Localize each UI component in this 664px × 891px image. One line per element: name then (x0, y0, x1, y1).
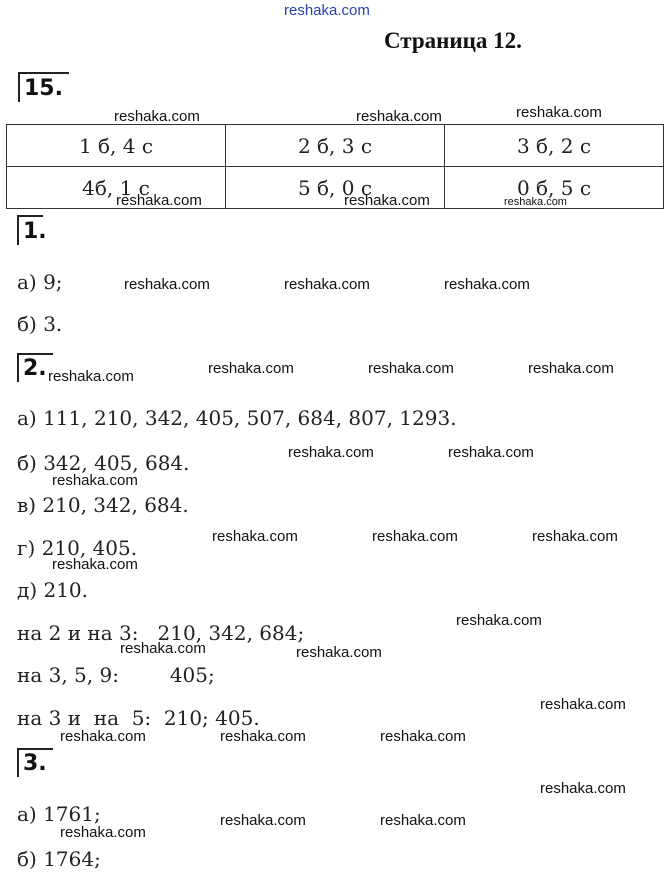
watermark: reshaka.com (116, 192, 202, 209)
table-cell: 1 б, 4 с (7, 125, 226, 167)
watermark: reshaka.com (448, 444, 534, 461)
watermark: reshaka.com (380, 728, 466, 745)
watermark: reshaka.com (504, 196, 567, 208)
answer-line: а) 9; (17, 270, 63, 294)
watermark: reshaka.com (220, 812, 306, 829)
table-cell: 3 б, 2 с (445, 125, 664, 167)
answer-line: на 3, 5, 9: 405; (17, 663, 215, 687)
watermark: reshaka.com (120, 640, 206, 657)
answer-line: б) 1764; (17, 847, 101, 871)
watermark: reshaka.com (528, 360, 614, 377)
answer-line: на 3 и на 5: 210; 405. (17, 706, 260, 730)
answer-line: д) 210. (17, 578, 89, 602)
watermark: reshaka.com (52, 472, 138, 489)
answer-line: а) 1761; (17, 802, 101, 826)
table-cell: 0 б, 5 с (445, 167, 664, 209)
page-title: Страница 12. (384, 28, 522, 53)
watermark: reshaka.com (540, 780, 626, 797)
task-1-label: 1. (17, 215, 43, 245)
answer-line: б) 3. (17, 312, 63, 336)
watermark: reshaka.com (52, 556, 138, 573)
table-cell: 5 б, 0 с (226, 167, 445, 209)
watermark: reshaka.com (540, 696, 626, 713)
watermark: reshaka.com (372, 528, 458, 545)
watermark: reshaka.com (212, 528, 298, 545)
table-cell: 4б, 1 с (7, 167, 226, 209)
watermark: reshaka.com (60, 728, 146, 745)
watermark: reshaka.com (124, 276, 210, 293)
watermark: reshaka.com (516, 104, 602, 121)
watermark: reshaka.com (356, 108, 442, 125)
watermark: reshaka.com (344, 192, 430, 209)
answer-line: г) 210, 405. (17, 536, 138, 560)
table-cell: 2 б, 3 с (226, 125, 445, 167)
watermark: reshaka.com (444, 276, 530, 293)
watermark: reshaka.com (380, 812, 466, 829)
watermark: reshaka.com (114, 108, 200, 125)
watermark: reshaka.com (456, 612, 542, 629)
answer-line: на 2 и на 3: 210, 342, 684; (17, 621, 305, 645)
watermark: reshaka.com (532, 528, 618, 545)
watermark: reshaka.com (288, 444, 374, 461)
watermark: reshaka.com (48, 368, 134, 385)
answer-line: б) 342, 405, 684. (17, 451, 190, 475)
answer-line: а) 111, 210, 342, 405, 507, 684, 807, 1293. (17, 406, 457, 430)
watermark: reshaka.com (60, 824, 146, 841)
watermark: reshaka.com (220, 728, 306, 745)
watermark: reshaka.com (208, 360, 294, 377)
answer-line: в) 210, 342, 684. (17, 493, 189, 517)
site-url[interactable]: reshaka.com (284, 2, 370, 19)
watermark: reshaka.com (296, 644, 382, 661)
watermark: reshaka.com (284, 276, 370, 293)
task-2-label: 2. (17, 353, 53, 382)
table-row (7, 125, 664, 167)
watermark: reshaka.com (368, 360, 454, 377)
task-3-label: 3. (17, 748, 53, 777)
task-15-label: 15. (18, 72, 69, 102)
